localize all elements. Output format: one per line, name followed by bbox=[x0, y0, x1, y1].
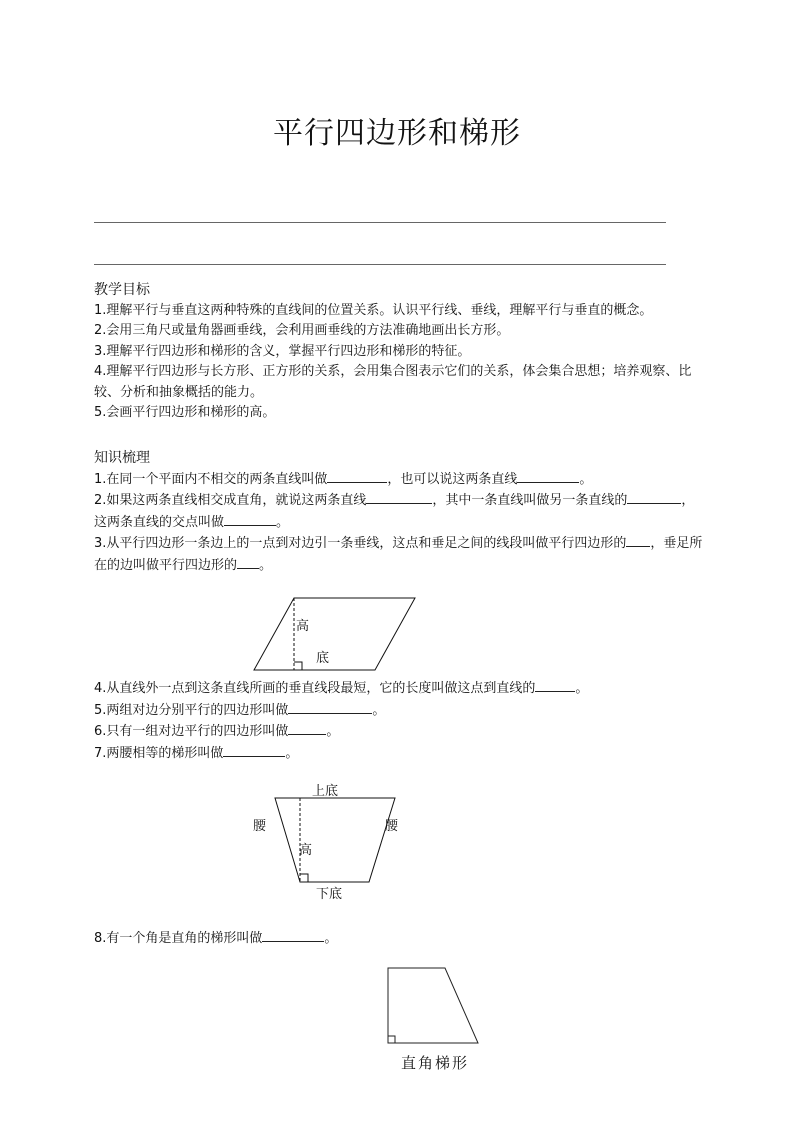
answer-blank[interactable] bbox=[626, 533, 650, 547]
trapezoid-bottom-label: 下底 bbox=[316, 887, 343, 902]
teaching-goals-section bbox=[94, 280, 709, 424]
answer-blank[interactable] bbox=[535, 678, 575, 692]
parallelogram-figure bbox=[240, 590, 430, 680]
right-angle-marker bbox=[294, 662, 302, 670]
answer-blank[interactable] bbox=[224, 512, 276, 526]
knowledge-section-continued bbox=[94, 678, 709, 764]
knowledge-section bbox=[94, 448, 709, 576]
goal-item: 3.理解平行四边形和梯形的含义，掌握平行四边形和梯形的特征。 bbox=[94, 343, 471, 359]
parallelogram-base-label: 底 bbox=[316, 651, 330, 666]
goal-item: 2.会用三角尺或量角器画垂线，会利用画垂线的方法准确地画出长方形。 bbox=[94, 323, 510, 338]
answer-blank[interactable] bbox=[327, 469, 387, 483]
goal-item: 5.会画平行四边形和梯形的高。 bbox=[94, 405, 276, 420]
answer-line-2 bbox=[94, 264, 666, 265]
trapezoid-top-label: 上底 bbox=[312, 784, 339, 799]
trapezoid-left-leg-label: 腰 bbox=[253, 819, 267, 834]
question-7: 7.两腰相等的梯形叫做 。 bbox=[94, 743, 709, 765]
goal-item: 4.理解平行四边形与长方形、正方形的关系，会用集合图表示它们的关系，体会集合思想；培养观察、比较、分析和抽象概括的能力。 bbox=[94, 364, 692, 400]
parallelogram-height-label: 高 bbox=[296, 619, 310, 634]
trapezoid-shape bbox=[275, 798, 395, 882]
knowledge-heading: 知识梳理 bbox=[94, 450, 150, 466]
answer-blank[interactable] bbox=[366, 490, 432, 504]
answer-blank[interactable] bbox=[517, 469, 579, 483]
trapezoid-height-label: 高 bbox=[299, 843, 313, 858]
question-8-block bbox=[94, 928, 709, 950]
right-trapezoid-figure bbox=[375, 960, 505, 1075]
page-title: 平行四边形和梯形 bbox=[273, 116, 521, 151]
answer-blank[interactable] bbox=[262, 928, 324, 942]
answer-blank[interactable] bbox=[288, 700, 372, 714]
question-5: 5.两组对边分别平行的四边形叫做 。 bbox=[94, 700, 709, 722]
question-6: 6.只有一组对边平行的四边形叫做 。 bbox=[94, 721, 709, 743]
right-angle-marker bbox=[388, 1036, 395, 1043]
question-4: 4.从直线外一点到这条直线所画的垂直线段最短，它的长度叫做这点到直线的 。 bbox=[94, 678, 709, 700]
answer-blank[interactable] bbox=[288, 721, 326, 735]
right-angle-marker bbox=[300, 874, 308, 882]
answer-blank[interactable] bbox=[223, 743, 285, 757]
question-3: 3.从平行四边形一条边上的一点到对边引一条垂线，这点和垂足之间的线段叫做平行四边形的 ，垂足所在的边叫做平行四边形的 。 bbox=[94, 533, 709, 576]
right-trapezoid-caption: 直角梯形 bbox=[401, 1054, 470, 1072]
parallelogram-shape bbox=[254, 598, 415, 670]
answer-line-1 bbox=[94, 222, 666, 223]
answer-blank[interactable] bbox=[237, 555, 259, 569]
teaching-goals-heading: 教学目标 bbox=[94, 282, 150, 298]
right-trapezoid-shape bbox=[388, 968, 478, 1043]
question-8: 8.有一个角是直角的梯形叫做 。 bbox=[94, 928, 709, 950]
goal-item: 1.理解平行与垂直这两种特殊的直线间的位置关系。认识平行线、垂线，理解平行与垂直的概念。 bbox=[94, 302, 653, 318]
answer-blank[interactable] bbox=[627, 490, 681, 504]
question-2: 2.如果这两条直线相交成直角，就说这两条直线 ，其中一条直线叫做另一条直线的 ，这两条直线的交点叫做 。 bbox=[94, 490, 706, 533]
isosceles-trapezoid-figure bbox=[250, 780, 410, 905]
question-1: 1.在同一个平面内不相交的两条直线叫做 ，也可以说这两条直线 。 bbox=[94, 469, 709, 491]
trapezoid-right-leg-label: 腰 bbox=[385, 819, 399, 834]
